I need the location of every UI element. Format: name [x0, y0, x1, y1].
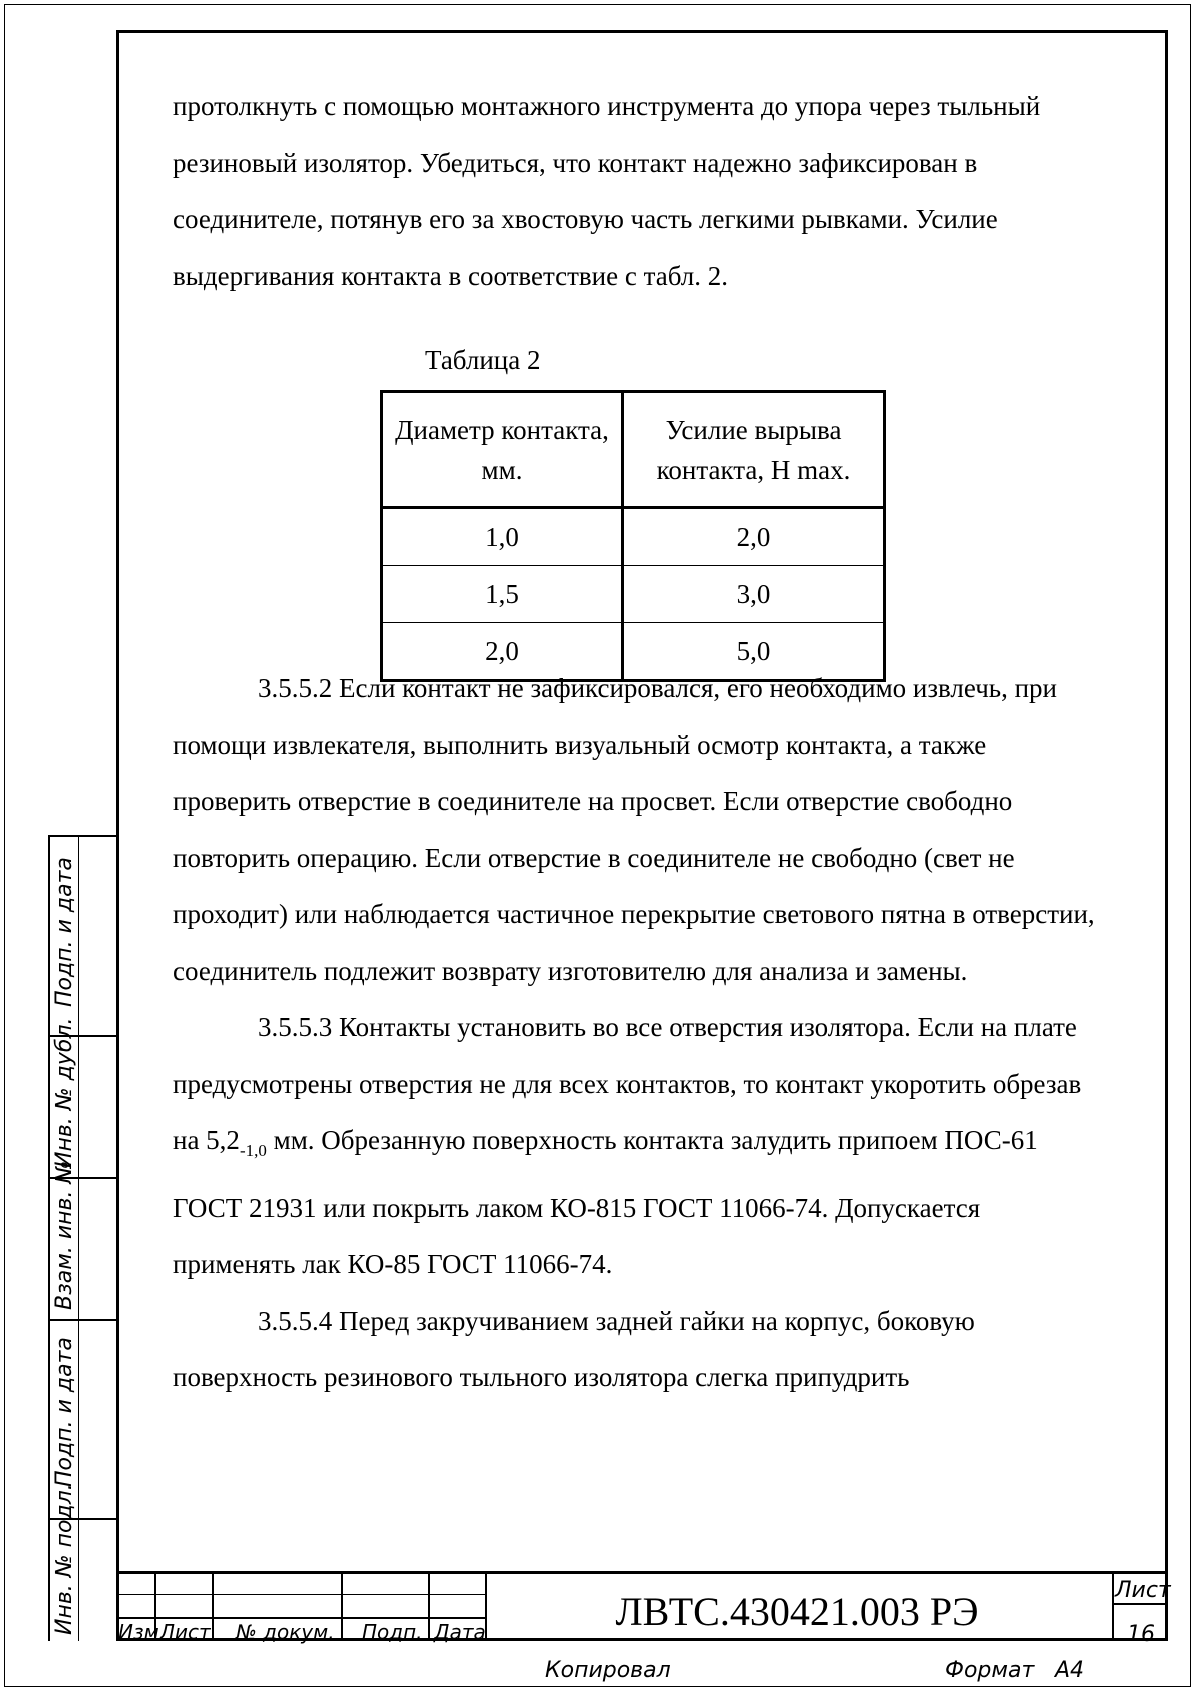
paragraph-3-5-5-4: 3.5.5.4 Перед закручиванием задней гайки на корпус, боковую поверхность резинового тыльного изолятора слегка припудрить [173, 1305, 975, 1392]
side-label-vzam-inv: Взам. инв. № [52, 1160, 77, 1310]
table-header-row [382, 392, 885, 508]
stamp-col-izm: Изм. [118, 1620, 166, 1644]
paragraph-3-5-5-3 [173, 999, 1103, 1293]
document-code: ЛВТС.430421.003 РЭ [615, 1589, 979, 1634]
table-header-diameter: Диаметр контакта, мм. [382, 392, 623, 508]
footer-format-label: Формат [945, 1658, 1035, 1683]
paragraph-3-5-5-3-part-b: мм. Обрезанную поверхность контакта залудить припоем ПОС-61 ГОСТ 21931 или покрыть лаком КО-815 ГОСТ 11066-74. Допускается применять лак КО-85 ГОСТ 11066-74. [173, 1125, 1038, 1279]
paragraph-3-5-5-2: 3.5.5.2 Если контакт не зафиксировался, его необходимо извлечь, при помощи извлекателя, выполнить визуальный осмотр контакта, а также проверить отверстие в соединителе на просвет. Если отверстие свободно повторить операцию. Если отверстие в соединителе не свободно (свет не проходит) или наблюдается частичное перекрытие светового пятна в отверстии, соединитель подлежит возврату изготовителю для анализа и замены. [173, 673, 1095, 986]
table-cell-diameter: 1,5 [382, 566, 623, 623]
tolerance-subscript: -1,0 [239, 1141, 267, 1160]
footer-copied: Копировал [545, 1658, 671, 1683]
table-2 [380, 390, 886, 682]
stamp-col-list: Лист [160, 1620, 211, 1644]
body-text [173, 78, 1103, 1406]
stamp-col-podp: Подп. [362, 1620, 423, 1644]
side-label-inv-podl: Инв. № подл. [52, 1483, 77, 1635]
table-caption: Таблица 2 [425, 345, 541, 375]
table-row [382, 623, 885, 681]
table-cell-force: 3,0 [623, 566, 885, 623]
sheet-label: Лист [1115, 1578, 1171, 1603]
side-label-podp-data-2: Подп. и дата [52, 1337, 77, 1487]
table-cell-force: 2,0 [623, 508, 885, 566]
footer-format-value: А4 [1055, 1658, 1085, 1683]
table-cell-diameter: 2,0 [382, 623, 623, 681]
table-cell-diameter: 1,0 [382, 508, 623, 566]
table-row [382, 508, 885, 566]
side-label-podp-data-1: Подп. и дата [52, 857, 77, 1007]
side-stamp [48, 835, 116, 1641]
stamp-col-dokum: № докум. [236, 1620, 335, 1644]
table-header-force: Усилие вырыва контакта, Н max. [623, 392, 885, 508]
sheet-number: 16 [1127, 1622, 1155, 1647]
paragraph-1: протолкнуть с помощью монтажного инструмента до упора через тыльный резиновый изолятор. Убедиться, что контакт надежно зафиксирован в соединителе, потянув его за хвостовую часть легкими рывками. Усилие выдергивания контакта в соответствие с табл. 2. [173, 91, 1041, 291]
table-cell-force: 5,0 [623, 623, 885, 681]
stamp-col-data: Дата [434, 1620, 486, 1644]
table-row [382, 566, 885, 623]
paragraph-3-5-5-3-part-a: 3.5.5.3 Контакты установить во все отверстия изолятора. Если на плате предусмотрены отверстия не для всех контактов, то контакт укоротить обрезав на 5,2 [173, 1012, 1082, 1155]
side-label-inv-dubl: Инв. № дубл. [52, 1017, 77, 1168]
